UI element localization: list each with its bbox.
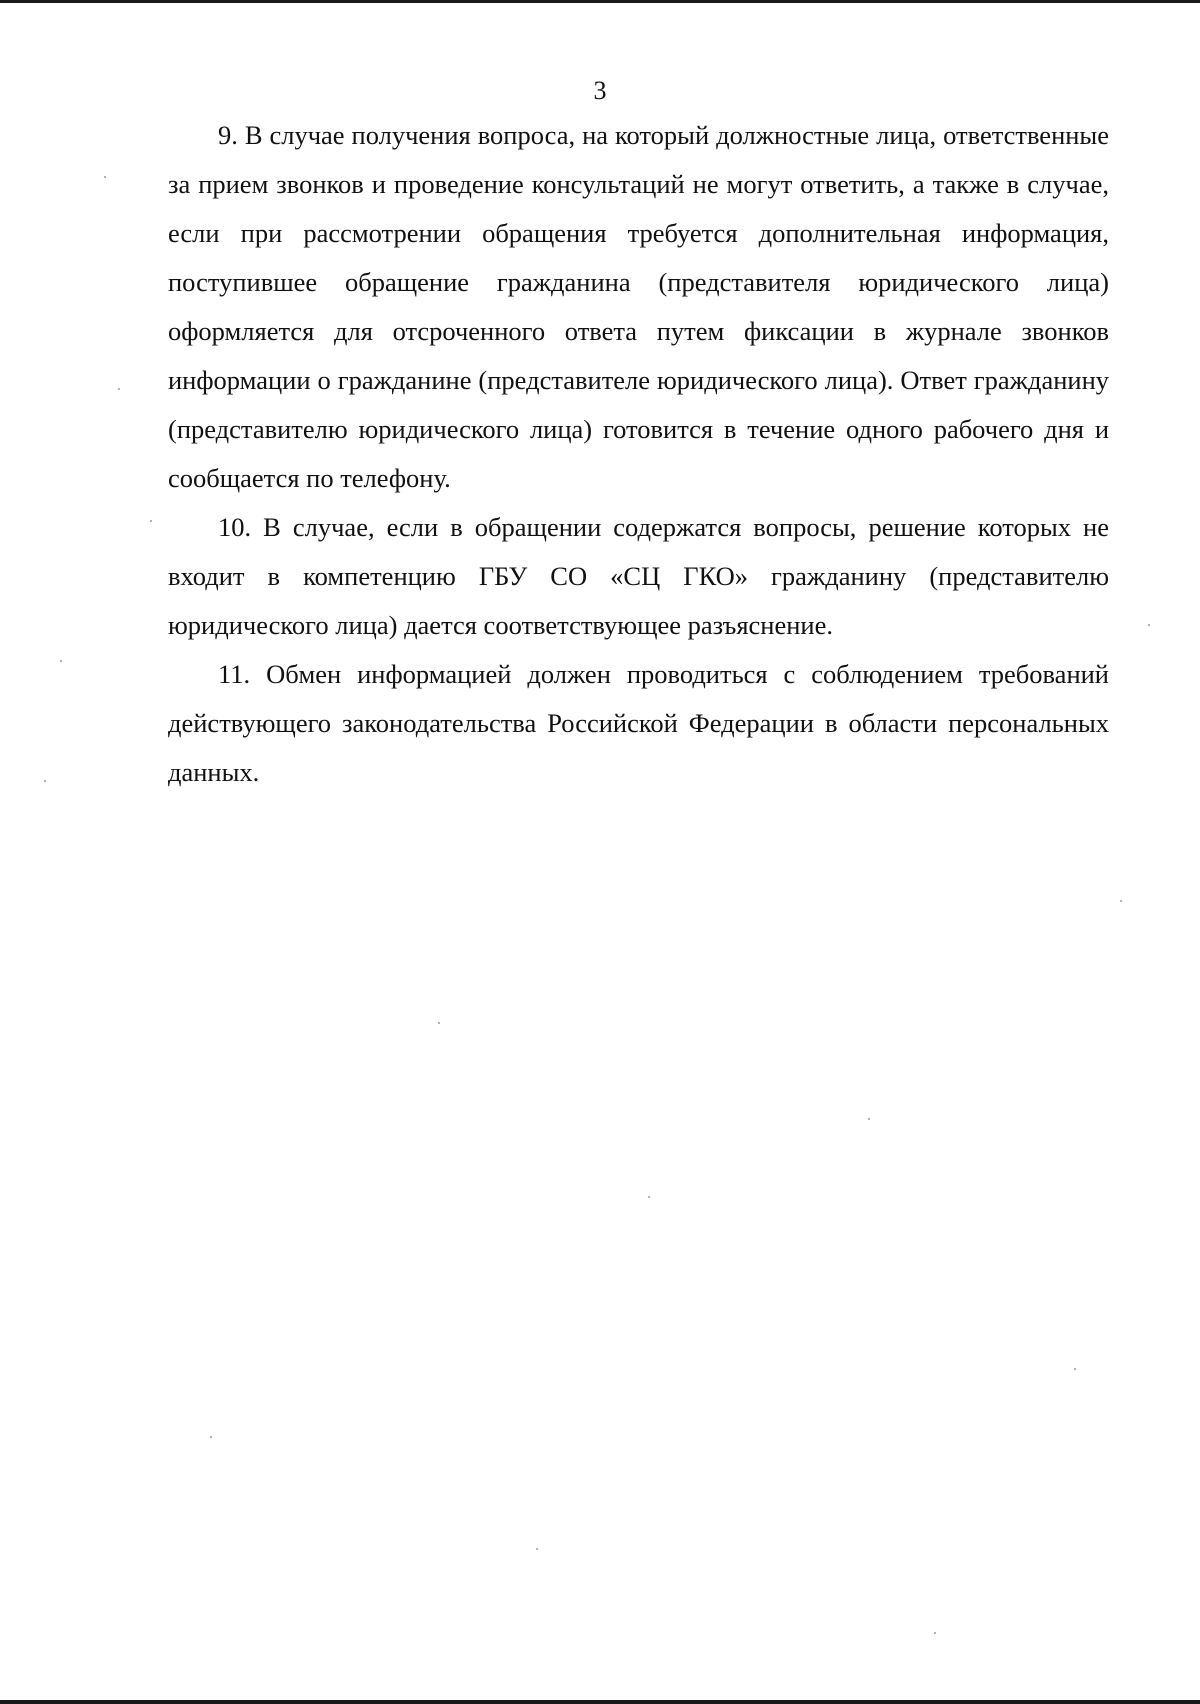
scan-edge-bottom xyxy=(0,1700,1200,1704)
scan-speck xyxy=(1120,900,1122,902)
scan-speck xyxy=(648,1196,650,1198)
scan-speck xyxy=(104,176,106,178)
scan-speck xyxy=(60,660,62,662)
scan-speck xyxy=(1074,1368,1076,1370)
scan-edge-top xyxy=(0,0,1200,3)
scan-speck xyxy=(868,1118,870,1120)
scan-speck xyxy=(118,388,120,390)
scan-speck xyxy=(1148,624,1150,626)
scan-speck xyxy=(934,1632,936,1634)
paragraph-11: 11. Обмен информацией должен проводиться с соблюдением требований действующего законодательства Российской Федерации в области персональных данных. xyxy=(168,659,1109,787)
scan-speck xyxy=(536,1548,538,1550)
scan-speck xyxy=(438,1022,440,1024)
paragraph-10: 10. В случае, если в обращении содержатся вопросы, решение которых не входит в компетенцию ГБУ СО «СЦ ГКО» гражданину (представителю юридического лица) дается соответствующее разъяснение. xyxy=(168,512,1109,640)
scan-speck xyxy=(150,520,152,522)
scan-speck xyxy=(210,1436,212,1438)
document-body xyxy=(168,111,1109,797)
scan-speck xyxy=(44,780,46,782)
page-number: 3 xyxy=(593,76,607,105)
paragraph-9: 9. В случае получения вопроса, на который должностные лица, ответственные за прием звонков и проведение консультаций не могут ответить, а также в случае, если при рассмотрении обращения требуется дополнительная информация, поступившее обращение гражданина (представителя юридического лица) оформляется для отсроченного ответа путем фиксации в журнале звонков информации о гражданине (представителе юридического лица). Ответ гражданину (представителю юридического лица) готовится в течение одного рабочего дня и сообщается по телефону. xyxy=(168,120,1109,493)
